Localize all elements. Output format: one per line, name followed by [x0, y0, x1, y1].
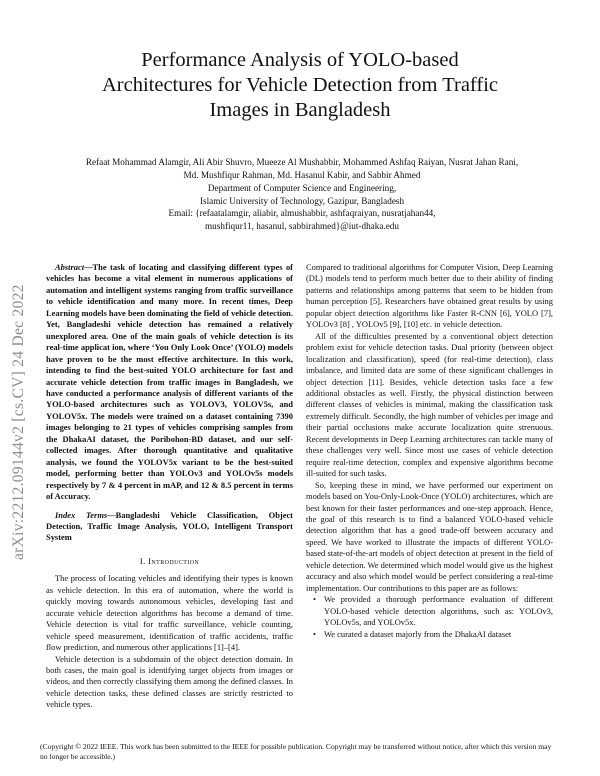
abstract-label: Abstract — [55, 262, 85, 272]
abstract-text: —The task of locating and classifying different types of vehicles has become a vital element in numerous applications of automation and intelligent systems ranging from traffic surveillance to vehicle identification and many more. In recent times, Deep Learning models have been dominating the field of vehicle detection. Yet, Bangladeshi vehicle detection has remained a relatively unexplored area. One of the main goals of vehicle detection is its real-time applicat ion, where ‘You Only Look Once’ (YOLO) models have proven to be the most effective architecture. In this work, intending to find the best-suited YOLO architecture for fast and accurate vehicle detection from traffic images in Bangladesh, we have conducted a performance analysis of different variants of the YOLO-based architectures such as YOLOV3, YOLOV5s, and YOLOV5x. The models were trained on a dataset containing 7390 images belonging to 21 types of vehicles comprising samples from the DhakaAI dataset, the Poribohon-BD dataset, and our self-collected images. After thorough quantitative and qualitative analysis, we found the YOLOV5x variant to be the best-suited model, performing better than YOLOv3 and YOLOv5s models respectively by 7 & 4 percent in mAP, and 12 & 8.5 percent in terms of Accuracy. — [46, 262, 293, 502]
author-line: Refaat Mohammad Alamgir, Ali Abir Shuvro, Mueeze Al Mushabbir, Mohammed Ashfaq Raiyan, Nusrat Jahan Rani, — [85, 157, 519, 167]
contribution-item: • We provided a thorough performance evaluation of different YOLO-based vehicle detection algorithms, such as: YOLOv3, YOLOv5s, and YOLOv5x. — [324, 594, 553, 628]
body-paragraph: The process of locating vehicles and identifying their types is known as vehicle detection. In this era of automation, where the world is quickly moving towards autonomous vehicles, developing fast and accurate vehicle detection algorithms has become a demand of time. Vehicle detection is vital for traffic surveillance, vehicle counting, vehicle speed measurement, identification of traffic accidents, traffic flow prediction, and numerous other applications [1]–[4]. — [46, 573, 293, 653]
title-line: Performance Analysis of YOLO-based — [141, 49, 459, 71]
author-line: Md. Mushfiqur Rahman, Md. Hasanul Kabir, and Sabbir Ahmed — [183, 169, 421, 180]
abstract — [46, 262, 293, 503]
arxiv-identifier-stamp — [10, 198, 28, 560]
index-terms — [46, 510, 293, 544]
right-column — [306, 262, 553, 640]
affiliation-block — [40, 182, 564, 232]
copyright-footnote: (Copyright © 2022 IEEE. This work has been submitted to the IEEE for possible publication. Copyright may be transferred without notice, after which this version may no longer be accessible.) — [40, 742, 552, 761]
contribution-item: • We curated a dataset majorly from the DhakaAI dataset — [324, 629, 553, 640]
arxiv-identifier-text: arXiv:2212.09144v2 [cs.CV] 24 Dec 2022 — [10, 284, 27, 560]
email-line: Email: {refaatalamgir, aliabir, almushabbir, ashfaqraiyan, nusratjahan44, — [168, 208, 436, 218]
title-line: Images in Bangladesh — [209, 99, 391, 121]
body-paragraph: Compared to traditional algorithms for Computer Vision, Deep Learning (DL) models tend to perform much better due to their ability of finding patterns and relationships among patterns that seem to be hidden from human perception [5]. Researchers have obtained great results by using popular object detection algorithms like Faster R-CNN [6], YOLO [7], YOLOv3 [8] , YOLOv5 [9], [10] etc. in vehicle detection. — [306, 262, 553, 330]
section-heading: I. Introduction — [139, 555, 200, 566]
index-terms-label: Index Terms — [55, 509, 108, 520]
contribution-list — [306, 594, 553, 640]
body-paragraph: All of the difficulties presented by a conventional object detection problem exist for vehicle detection tasks. Dual priority (between object localization and classification), speed (for real-time detection), class imbalance, and limited data are some of these significant challenges in object detection [11]. Besides, vehicle detection tasks face a few additional obstacles as well. Firstly, the physical distinction between different classes of vehicles is minimal, making the classification task extremely difficult. Secondly, the high number of vehicles per image and their partial occlusions make accurate localization quite strenuous. Recent developments in Deep Learning architectures can tackle many of these challenges very well. Since most use cases of vehicle detection require real-time detection, complex and expensive algorithms become ill-suited for such tasks. — [306, 330, 553, 479]
body-paragraph: Vehicle detection is a subdomain of the object detection domain. In both cases, the main goal is identifying target objects from images or videos, and then correctly classifying them among the defined classes. In vehicle detection tasks, these defined classes are strictly restricted to vehicle types. — [46, 653, 293, 710]
paper-title — [60, 48, 540, 123]
email-line: mushfiqur11, hasanul, sabbirahmed}@iut-dhaka.edu — [205, 220, 399, 231]
affiliation-line: Department of Computer Science and Engineering, — [207, 183, 397, 193]
author-list — [40, 156, 564, 181]
left-column — [46, 262, 293, 711]
title-line: Architectures for Vehicle Detection from Traffic — [101, 74, 499, 96]
body-paragraph: So, keeping these in mind, we have performed our experiment on models based on You-Only-Look-Once (YOLO) architectures, which are best known for their faster performances and one-step approach. Hence, the goal of this research is to find a balanced YOLO-based vehicle detection algorithm that has a good trade-off between accuracy and speed. We have worked to illustrate the impacts of different YOLO-based state-of-the-art models of object detection at present in the field of vehicle detection. We determined which model would give us the highest accuracy and also which model would be perfect considering a real-time implementation. Our contributions to this paper are as follows: — [306, 479, 553, 593]
affiliation-line: Islamic University of Technology, Gazipur, Bangladesh — [199, 195, 405, 206]
index-terms-text: —Bangladeshi Vehicle Classification, Object Detection, Traffic Image Analysis, YOLO, Intelligent Transport System — [46, 509, 293, 543]
